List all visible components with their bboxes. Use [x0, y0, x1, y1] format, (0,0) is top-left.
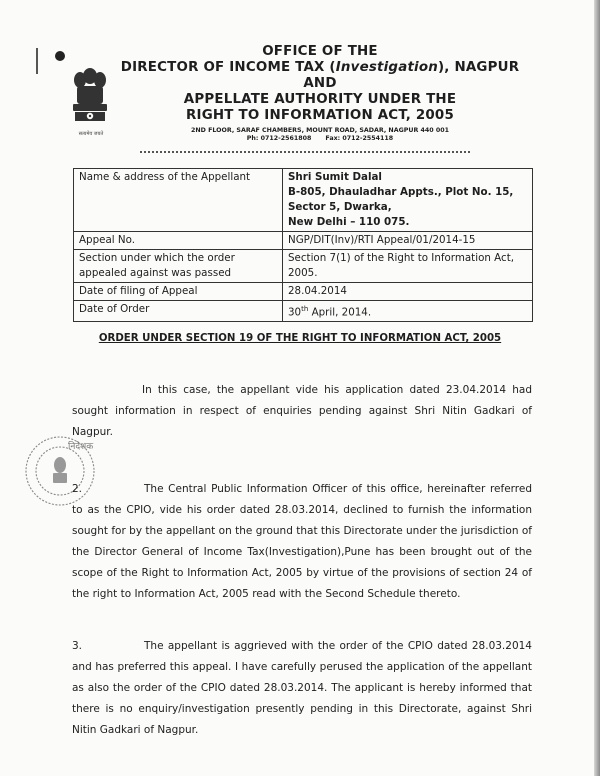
scan-edge: [594, 0, 600, 776]
national-emblem-icon: [68, 66, 112, 128]
and-line: AND: [303, 76, 337, 91]
table-row: [74, 169, 533, 232]
fax-number: Fax: 0712-2554118: [325, 135, 394, 142]
table-value: 28.04.2014: [283, 283, 533, 301]
paragraph-number: 3.: [72, 640, 83, 652]
table-label: Date of filing of Appeal: [74, 283, 283, 301]
dotted-divider: [140, 151, 470, 153]
table-value: NGP/DIT(Inv)/RTI Appeal/01/2014-15: [283, 232, 533, 250]
contact-line: [120, 135, 520, 143]
punch-hole: [55, 51, 65, 61]
office-title: OFFICE OF THE: [262, 44, 378, 59]
paragraph-2: 2. The Central Public Information Officer of this office, hereinafter referred to as the CPIO, vide his order dated 28.03.2014, declined to furnish the information sought for by the appellant on the ground that this Directorate under the jurisdiction of the Director General of Income Tax(Investigation),Pune has been brought out of the scope of the Right to Information Act, 2005 by virtue of the provisions of section 24 of the right to Information Act, 2005 read with the Second Schedule thereto.: [72, 479, 532, 605]
stamp-text: निदेशक: [68, 442, 94, 452]
table-row: [74, 283, 533, 301]
authority-title: APPELLATE AUTHORITY UNDER THE: [183, 92, 457, 107]
phone-number: Ph: 0712-2561808: [246, 135, 312, 142]
director-title: DIRECTOR OF INCOME TAX (Investigation), NAGPUR: [120, 60, 520, 75]
order-title: ORDER UNDER SECTION 19 OF THE RIGHT TO INFORMATION ACT, 2005: [98, 333, 502, 344]
table-value: Section 7(1) of the Right to Information Act, 2005.: [283, 250, 533, 283]
margin-mark: [36, 48, 38, 74]
letterhead: [120, 44, 520, 143]
table-row: [74, 301, 533, 322]
paragraph-3: 3. The appellant is aggrieved with the order of the CPIO dated 28.03.2014 and has preferred this appeal. I have carefully perused the application of the appellant as also the order of the CPIO dated 28.03.2014. The applicant is hereby informed that there is no enquiry/investigation presently pending in this Directorate, against Shri Nitin Gadkari of Nagpur.: [72, 636, 532, 741]
table-label: Date of Order: [74, 301, 283, 322]
appeal-details-table: [73, 168, 533, 322]
table-label: Section under which the order appealed against was passed: [74, 250, 283, 283]
table-label: Name & address of the Appellant: [74, 169, 283, 232]
paragraph-number: 2.: [72, 483, 83, 495]
table-row: [74, 250, 533, 283]
appellant-address: Shri Sumit Dalal B-805, Dhauladhar Appts., Plot No. 15, Sector 5, Dwarka, New Delhi – 110 075.: [283, 169, 533, 232]
table-row: [74, 232, 533, 250]
act-title: RIGHT TO INFORMATION ACT, 2005: [186, 108, 454, 123]
paragraph-1: In this case, the appellant vide his application dated 23.04.2014 had sought information in respect of enquiries pending against Shri Nitin Gadkari of Nagpur.: [72, 384, 532, 438]
table-value: 30th April, 2014.: [283, 301, 533, 322]
office-address: 2ND FLOOR, SARAF CHAMBERS, MOUNT ROAD, SADAR, NAGPUR 440 001: [191, 127, 449, 134]
emblem-caption: सत्यमेव जयते: [78, 131, 104, 137]
table-label: Appeal No.: [74, 232, 283, 250]
